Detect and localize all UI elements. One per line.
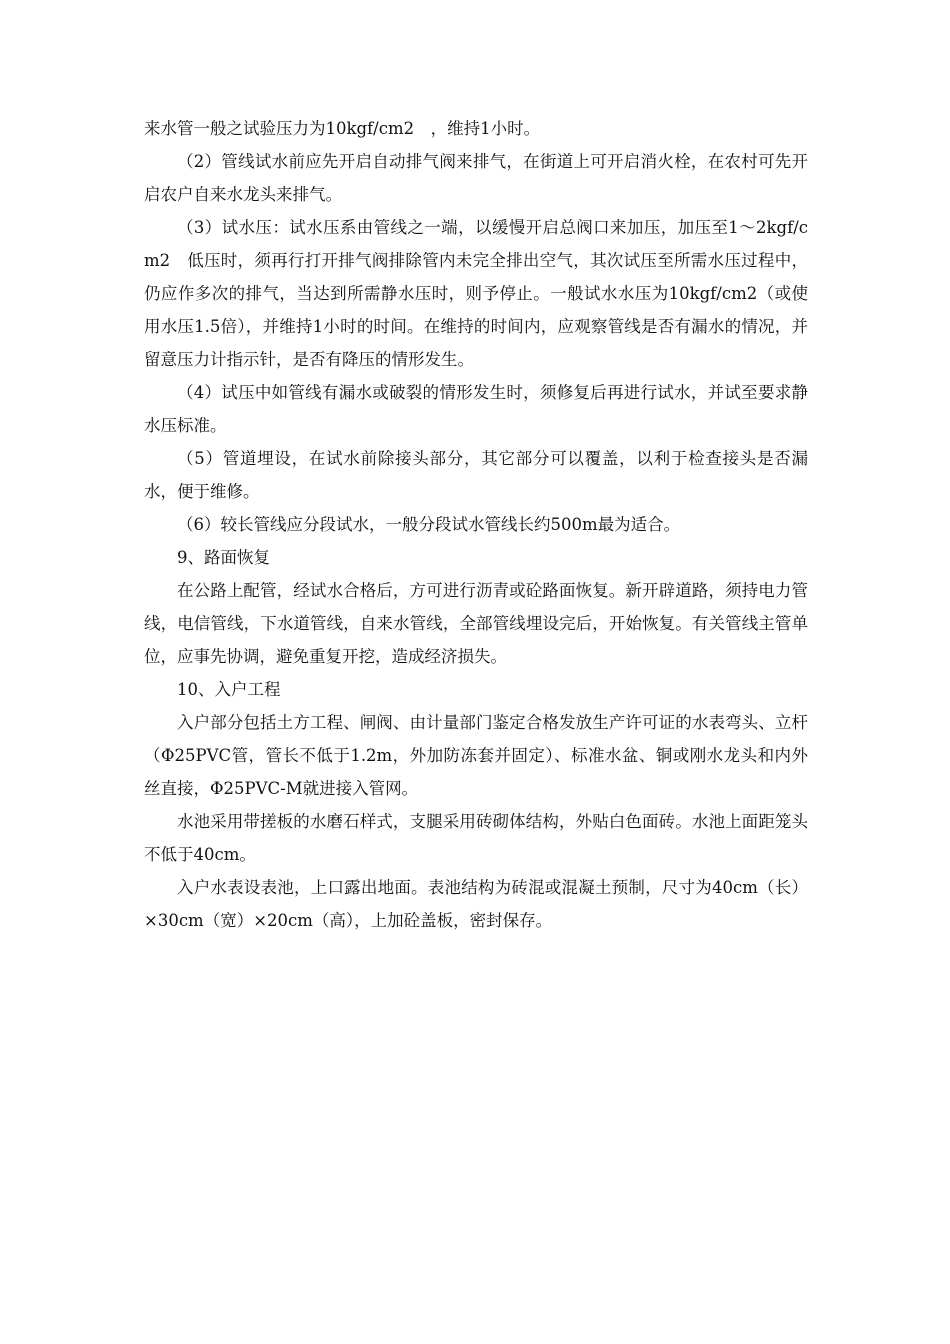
paragraph-item-2: （2）管线试水前应先开启自动排气阀来排气，在街道上可开启消火栓，在农村可先开启农户自来水龙头来排气。 xyxy=(144,152,808,204)
paragraph-item-3: （3）试水压：试水压系由管线之一端，以缓慢开启总阀口来加压，加压至1～2kgf/cm2 低压时，须再行打开排气阀排除管内未完全排出空气，其次试压至所需水压过程中，仍应作多次的排气，当达到所需静水压时，则予停止。一般试水水压为10kgf/cm2（或使用水压1.5倍），并维持1小时的时间。在维持的时间内，应观察管线是否有漏水的情况，并留意压力计指示针，是否有降压的情形发生。 xyxy=(144,218,808,369)
document-body xyxy=(144,112,808,937)
paragraph-continuation: 来水管一般之试验压力为10kgf/cm2 ，维持1小时。 xyxy=(144,119,541,138)
paragraph-household-parts: 入户部分包括土方工程、闸阀、由计量部门鉴定合格发放生产许可证的水表弯头、立杆（Φ25PVC管，管长不低于1.2m，外加防冻套并固定）、标准水盆、铜或刚水龙头和内外丝直接，Φ25PVC-M就进接入管网。 xyxy=(144,713,808,798)
section-heading-10: 10、入户工程 xyxy=(177,680,281,699)
paragraph-meter-pit: 入户水表设表池，上口露出地面。表池结构为砖混或混凝土预制，尺寸为40cm（长）×30cm（宽）×20cm（高），上加砼盖板，密封保存。 xyxy=(144,878,808,930)
paragraph-item-4: （4）试压中如管线有漏水或破裂的情形发生时，须修复后再进行试水，并试至要求静水压标准。 xyxy=(144,383,808,435)
paragraph-item-6: （6）较长管线应分段试水，一般分段试水管线长约500m最为适合。 xyxy=(177,515,681,534)
paragraph-water-basin: 水池采用带搓板的水磨石样式，支腿采用砖砌体结构，外贴白色面砖。水池上面距笼头不低于40cm。 xyxy=(144,812,808,864)
paragraph-item-5: （5）管道埋设，在试水前除接头部分，其它部分可以覆盖，以利于检查接头是否漏水，便于维修。 xyxy=(144,449,808,501)
paragraph-road-restoration: 在公路上配管，经试水合格后，方可进行沥青或砼路面恢复。新开辟道路，须持电力管线，电信管线，下水道管线，自来水管线，全部管线埋设完后，开始恢复。有关管线主管单位，应事先协调，避免重复开挖，造成经济损失。 xyxy=(144,581,808,666)
section-heading-9: 9、路面恢复 xyxy=(177,548,270,567)
